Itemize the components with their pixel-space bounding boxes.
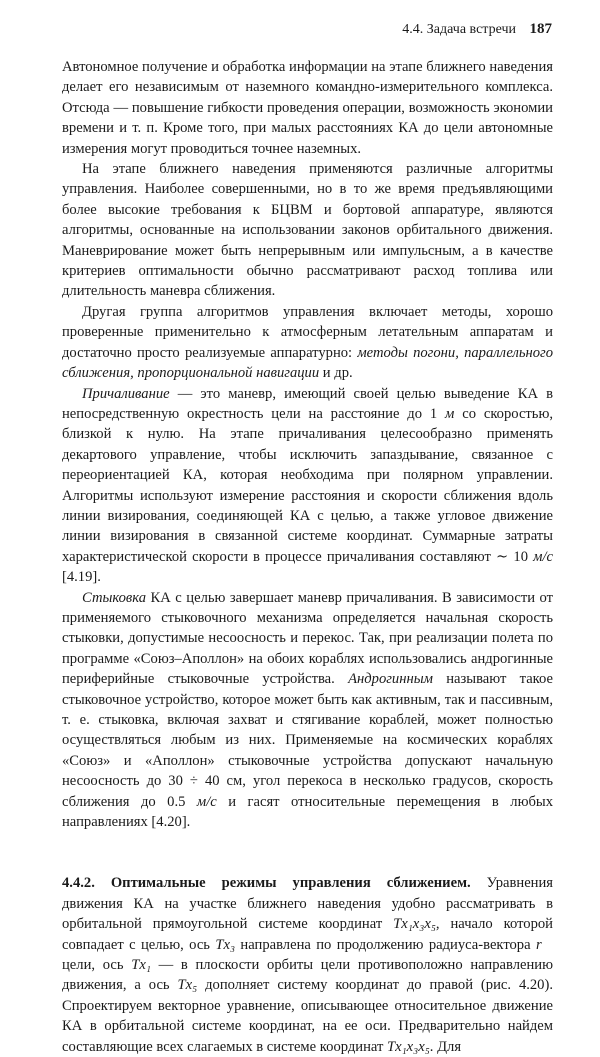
text-run: , начало которой совпадает с целью, ось <box>62 916 553 953</box>
term-androgynous: Андрогинным <box>348 671 433 688</box>
methods-italic: методы погони, параллельного сближения, пропорциональной навигации <box>62 344 553 382</box>
unit-ms: м/с <box>196 793 217 810</box>
section-gap <box>62 832 553 873</box>
paragraph-algorithms: На этапе ближнего наведения применяются различные алгоритмы управления. Наиболее совершенными, но в то же время предъявляющими более высокие требования к БЦВМ и бортовой аппаратуре, являются алгоритмы, основанные на использовании законов орбитального движения. Маневрирование может быть непрерывным или импульсным, а в качестве критериев оптимальности обычно рассматривают расход топлива или длительность маневра сближения. <box>62 161 553 300</box>
paragraph-docking <box>62 588 553 833</box>
unit-m: м <box>445 405 455 422</box>
running-header <box>402 20 552 39</box>
text-run: . Для <box>429 1038 462 1055</box>
coord-system: Tx₁x₃x₅ <box>387 1038 430 1055</box>
coord-system: Tx₁x₃x₅ <box>393 916 436 933</box>
axis-x3: Tx₃ <box>215 936 236 953</box>
page-number: 187 <box>529 21 552 37</box>
paragraph-text: Другая группа алгоритмов управления включает методы, хорошо проверенные применительно к атмосферным летательным аппаратам и достаточно просто реализуемые аппаратурно: <box>62 303 553 361</box>
text-run: Уравнения движения КА на участке ближнего наведения удобно рассматривать в орбитальной прямоугольной системе координат <box>62 875 554 933</box>
paragraph-optimal-modes <box>62 873 553 1057</box>
text-run: и гасят относительные перемещения в любых направлениях [4.20]. <box>62 793 554 831</box>
text-run: направлена по продолжению радиуса-вектора <box>235 936 536 953</box>
text-run: дополняет систему координат до правой (рис. 4.20). Спроектируем векторное уравнение, описывающее относительное движение КА в орбитальной системе координат, на ее оси. Предварительно найдем составляющие всех слагаемых в системе координат <box>62 977 553 1055</box>
section-title: 4.4. Задача встречи <box>402 22 516 37</box>
text-run: со скоростью, близкой к нулю. На этапе причаливания целесообразно применять декартового управление, чтобы исключить запаздывание, связанное с переориентацией КА, которая необходима при полярном управлении. Алгоритмы используют измерение расстояния и скорости сближения вдоль линии визирования, соединяющей КА с целью, а также угловое движение линии визирования в связанной системе координат. Суммарные затраты характеристической скорости в процессе причаливания составляют ∼ 10 <box>62 405 553 565</box>
axis-x1: Tx₁ <box>131 957 151 974</box>
text-run: [4.19]. <box>62 569 101 586</box>
axis-x5: Tx₅ <box>177 977 198 994</box>
paragraph-tail: и др. <box>319 365 353 382</box>
paragraph-berthing <box>62 384 553 588</box>
text-run: цели, ось <box>62 957 132 974</box>
paragraph-autonomous: Автономное получение и обработка информации на этапе ближнего наведения делает его независимым от наземного командно-измерительного комплекса. Отсюда — повышение гибкости проведения операции, возможность экономии времени и т. п. Кроме того, при малых расстояниях КА до цели автономные измерения могут проводиться точнее наземных. <box>62 59 553 157</box>
text-run: называют такое стыковочное устройство, которое может быть как активным, так и пассивным, т. е. стыковка, включая захват и стягивание кораблей, может полностью осуществляться любым из них. Применяемые на космических кораблях «Союз» и «Аполлон» стыковочные устройства допускают начальную несоосность до 30 ÷ 40 см, угол перекоса в несколько градусов, скорость сближения до 0.5 <box>62 671 553 810</box>
paragraph-other-algorithms <box>62 302 553 384</box>
vector-r: r⃗ <box>535 936 553 953</box>
unit-ms: м/с <box>533 548 553 565</box>
term-docking: Стыковка <box>82 589 147 606</box>
page-body <box>62 57 553 1057</box>
subsection-heading: 4.4.2. Оптимальные режимы управления сближением. <box>62 875 471 892</box>
text-run: — в плоскости орбиты цели противоположно направлению движения, а ось <box>62 957 553 994</box>
text-run: КА с целью завершает маневр причаливания. В зависимости от применяемого стыковочного механизма определяется начальная скорость стыковки, допустимые несоосность и перекос. Так, при реализации полета по программе «Союз–Аполлон» на обоих кораблях использовались андрогинные периферийные стыковочные устройства. <box>62 589 553 688</box>
term-berthing: Причаливание <box>82 385 170 402</box>
text-run: — это маневр, имеющий своей целью выведение КА в непосредственную окрестность цели на расстояние до 1 <box>62 385 553 422</box>
